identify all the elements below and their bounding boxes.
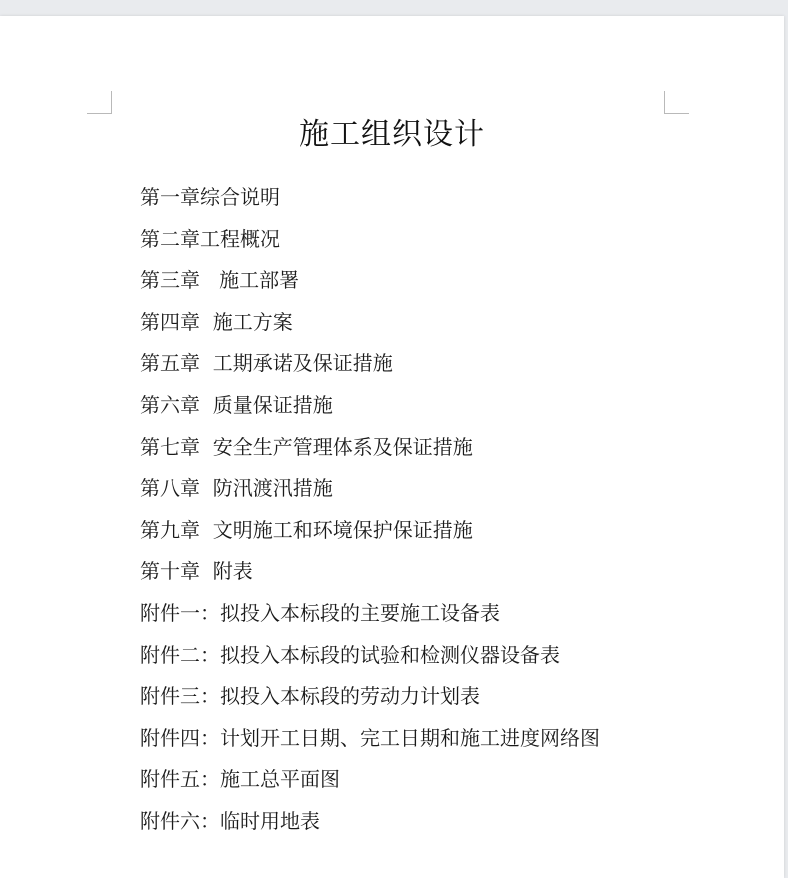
toc-item: 第八章 防汛渡汛措施 xyxy=(140,476,333,501)
toc-item: 附件二：拟投入本标段的试验和检测仪器设备表 xyxy=(140,642,560,667)
toc-item: 附件四：计划开工日期、完工日期和施工进度网络图 xyxy=(140,725,600,750)
toc-item: 第三章 施工部署 xyxy=(140,268,300,293)
margin-corner-mark-right xyxy=(664,91,689,114)
toc-item: 第四章 施工方案 xyxy=(140,309,293,334)
toc-item: 第一章综合说明 xyxy=(140,185,280,209)
document-title: 施工组织设计 xyxy=(299,117,485,152)
toc-item: 附件六：临时用地表 xyxy=(140,808,320,833)
toc-item: 第二章工程概况 xyxy=(140,226,280,251)
toc-item: 第十章 附表 xyxy=(140,559,253,584)
toc-item: 第六章 质量保证措施 xyxy=(140,392,333,417)
toc-item: 第九章 文明施工和环境保护保证措施 xyxy=(140,517,473,542)
toc-item: 附件五：施工总平面图 xyxy=(140,767,340,792)
table-of-contents xyxy=(140,180,600,846)
toc-item: 第五章 工期承诺及保证措施 xyxy=(140,351,393,376)
margin-corner-mark-left xyxy=(87,91,112,114)
document-page xyxy=(0,16,784,878)
toc-item: 附件三：拟投入本标段的劳动力计划表 xyxy=(140,684,480,709)
toc-item: 第七章 安全生产管理体系及保证措施 xyxy=(140,434,473,459)
toc-item: 附件一：拟投入本标段的主要施工设备表 xyxy=(140,600,500,625)
